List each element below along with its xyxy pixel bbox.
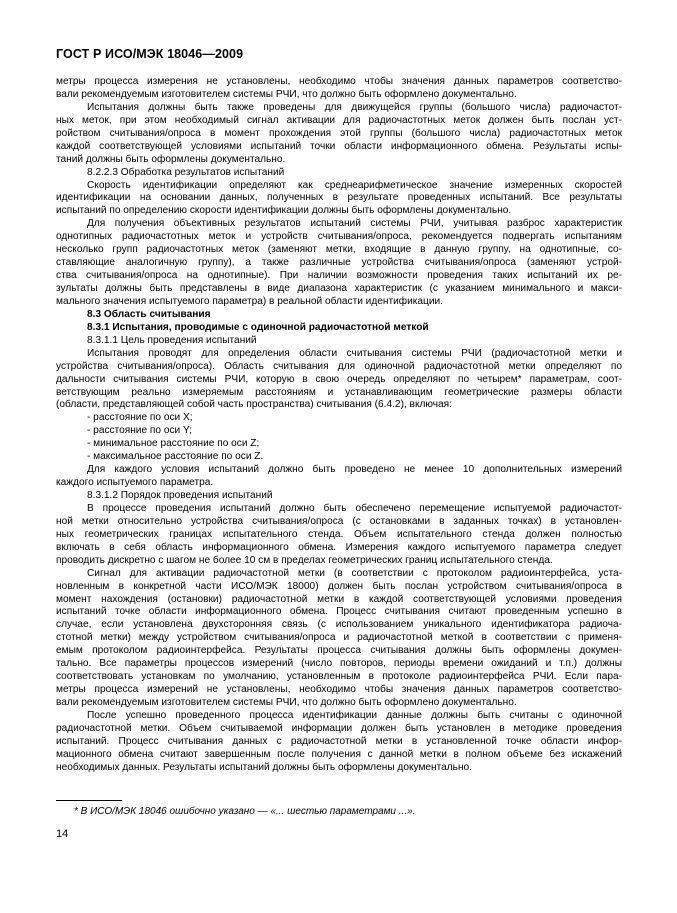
- section-heading: 8.3 Область считывания: [87, 308, 211, 320]
- section-heading: 8.3.1.1 Цель проведения испытаний: [87, 334, 257, 346]
- text-line: метры процесса измерений не установлены, необходимо чтобы значения данных параметров соответство-: [56, 684, 622, 696]
- text-line: стотной метки) между устройством считывания/опроса и радиочастотной меткой в соответствии с применя-: [56, 632, 622, 644]
- text-line: Сигнал для активации радиочастотной метки (в соответствии с протоколом радиоинтерфейса, уста-: [87, 567, 622, 579]
- text-line: испытаний по определению скорости идентификации должны быть оформлены документально.: [56, 205, 512, 217]
- text-line: испытаний. Процесс считывания данных с радиочастотной метки в установленной точке области инфор-: [56, 735, 622, 747]
- page-number: 14: [56, 828, 69, 840]
- text-line: радиочастотной метки. Объем считываемой информации должен быть установлен в методике проведения: [56, 722, 622, 734]
- text-line: вали рекомендуемым изготовителем системы РЧИ, что должно быть оформлено документально.: [56, 88, 517, 100]
- text-line: однотипных радиочастотных меток и устройств считывания/опроса, рекомендуется подвергать испытаниям: [56, 231, 622, 243]
- text-line: ных геометрических границах испытательного стенда. Объем испытательного стенда должен полностью: [56, 528, 622, 540]
- text-line: После успешно проведенного процесса идентификации данные должны быть считаны с одиночной: [87, 709, 622, 721]
- text-line: вали рекомендуемым изготовителем системы РЧИ, что должно быть оформлено документально.: [56, 697, 517, 708]
- text-line: зультаты должны быть представлены в виде диапазона характеристик (с указанием минимального и макси-: [56, 283, 622, 294]
- text-line: каждой соответствующей условиями испытаний точки области информационного обмена. Результаты испы-: [56, 140, 622, 152]
- text-line: случае, если установлена двухсторонняя связь (с использованием уникального идентификатора радиоча-: [56, 619, 622, 631]
- text-line: Испытания должны быть также проведены для движущейся группы (большого числа) радиочастот-: [87, 101, 622, 113]
- text-line: метры процесса измерения не установлены, необходимо чтобы значения данных параметров соответство-: [56, 76, 622, 87]
- text-line: мационного обмена считают завершенным после получения с данной метки в полном объеме без искажений: [56, 748, 622, 760]
- footnote-divider: [56, 800, 122, 801]
- text-line: Для получения объективных результатов испытаний системы РЧИ, учитывая разброс характеристик: [87, 218, 622, 230]
- text-line: таний должны быть оформлены документально.: [56, 153, 286, 165]
- text-line: дальности считывания системы РЧИ, которую в свою очередь определяют по четырем* параметрам, соот-: [56, 373, 622, 385]
- section-heading: 8.3.1.2 Порядок проведения испытаний: [87, 490, 273, 501]
- text-line: устройства считывания/опроса). Область считывания для одиночной радиочастотной метки определяют по: [56, 360, 622, 372]
- text-line: необходимых данных. Результаты испытаний должны быть оформлены документально.: [56, 761, 472, 773]
- text-line: емым протоколом радиоинтерфейса. Результаты процесса считывания должны быть оформлены докумен-: [56, 645, 622, 657]
- list-item: - максимальное расстояние по оси Z.: [87, 451, 264, 463]
- text-line: ройством считывания/опроса в момент прохождения этой группы (большого числа) радиочастотных меток: [56, 127, 622, 139]
- list-item: - расстояние по оси X;: [87, 412, 193, 424]
- text-line: включать в себя область информационного обмена. Измерения каждого испытуемого параметра следует: [56, 541, 622, 553]
- text-line: тально. Все параметры процессов измерений (число повторов, периоды времени ожиданий и т.п.) должны: [56, 658, 622, 670]
- document-header: ГОСТ Р ИСО/МЭК 18046—2009: [56, 47, 244, 61]
- text-line: Испытания проводят для определения области считывания системы РЧИ (радиочастотной метки и: [87, 347, 622, 359]
- text-line: (области, представляющей собой часть пространства) считывания (6.4.2), включая:: [56, 399, 452, 411]
- text-line: ветствующим реально измеряемым расстояниям и устанавливающим геометрические размеры области: [56, 386, 622, 398]
- footnote: * В ИСО/МЭК 18046 ошибочно указано — «... шестью параметрами ...».: [74, 806, 416, 817]
- section-heading: 8.2.2.3 Обработка результатов испытаний: [87, 166, 285, 178]
- text-line: несколько групп радиочастотных меток (заменяют метки, входящие в данную группу, на однотипные, со-: [56, 244, 622, 256]
- text-line: ства считывания/опроса на однотипные). При наличии возможности проведения таких испытаний их ре-: [56, 270, 622, 282]
- text-line: ных меток, при этом необходимый сигнал активации для радиочастотных меток должен быть послан уст-: [56, 114, 622, 126]
- text-line: Для каждого условия испытаний должно быть проведено не менее 10 дополнительных измерений: [87, 464, 622, 476]
- section-heading: 8.3.1 Испытания, проводимые с одиночной радиочастотной меткой: [87, 321, 429, 333]
- list-item: - расстояние по оси Y;: [87, 425, 192, 437]
- text-line: В процессе проведения испытаний должно быть обеспечено перемещение испытуемой радиочастот-: [87, 502, 622, 514]
- text-line: соответствовать установкам по умолчанию, установленным в протоколе радиоинтерфейса РЧИ. Если пара-: [56, 671, 622, 683]
- text-line: мального значения испытуемого параметра) в реальной области идентификации.: [56, 295, 443, 307]
- list-item: - минимальное расстояние по оси Z;: [87, 438, 260, 450]
- text-line: испытаний точке области информационного обмена. Процесс считывания считают проведенным успешно в: [56, 606, 622, 618]
- text-line: проводить дискретно с шагом не более 10 см в пределах геометрических границ испытательного стенда.: [56, 554, 553, 566]
- text-line: новленным в конкретной части ИСО/МЭК 18000) должен быть послан устройством считывания/опроса в: [56, 580, 622, 592]
- text-line: ной метки относительно устройства считывания/опроса (с остановками в заданных точках) в установлен-: [56, 515, 622, 527]
- text-line: ставляющие аналогичную группу), а также различные устройства считывания/опроса (заменяют устрой-: [56, 257, 622, 269]
- text-line: идентификации на основании данных, полученных в результате проведенных испытаний. Все результаты: [56, 192, 622, 204]
- document-body: [56, 76, 622, 775]
- text-line: момент нахождения (остановки) радиочастотной метки в каждой соответствующей условиями проведения: [56, 593, 622, 605]
- text-line: Скорость идентификации определяют как среднеарифметическое значение измеренных скоростей: [87, 179, 622, 191]
- text-line: каждого испытуемого параметра.: [56, 477, 214, 489]
